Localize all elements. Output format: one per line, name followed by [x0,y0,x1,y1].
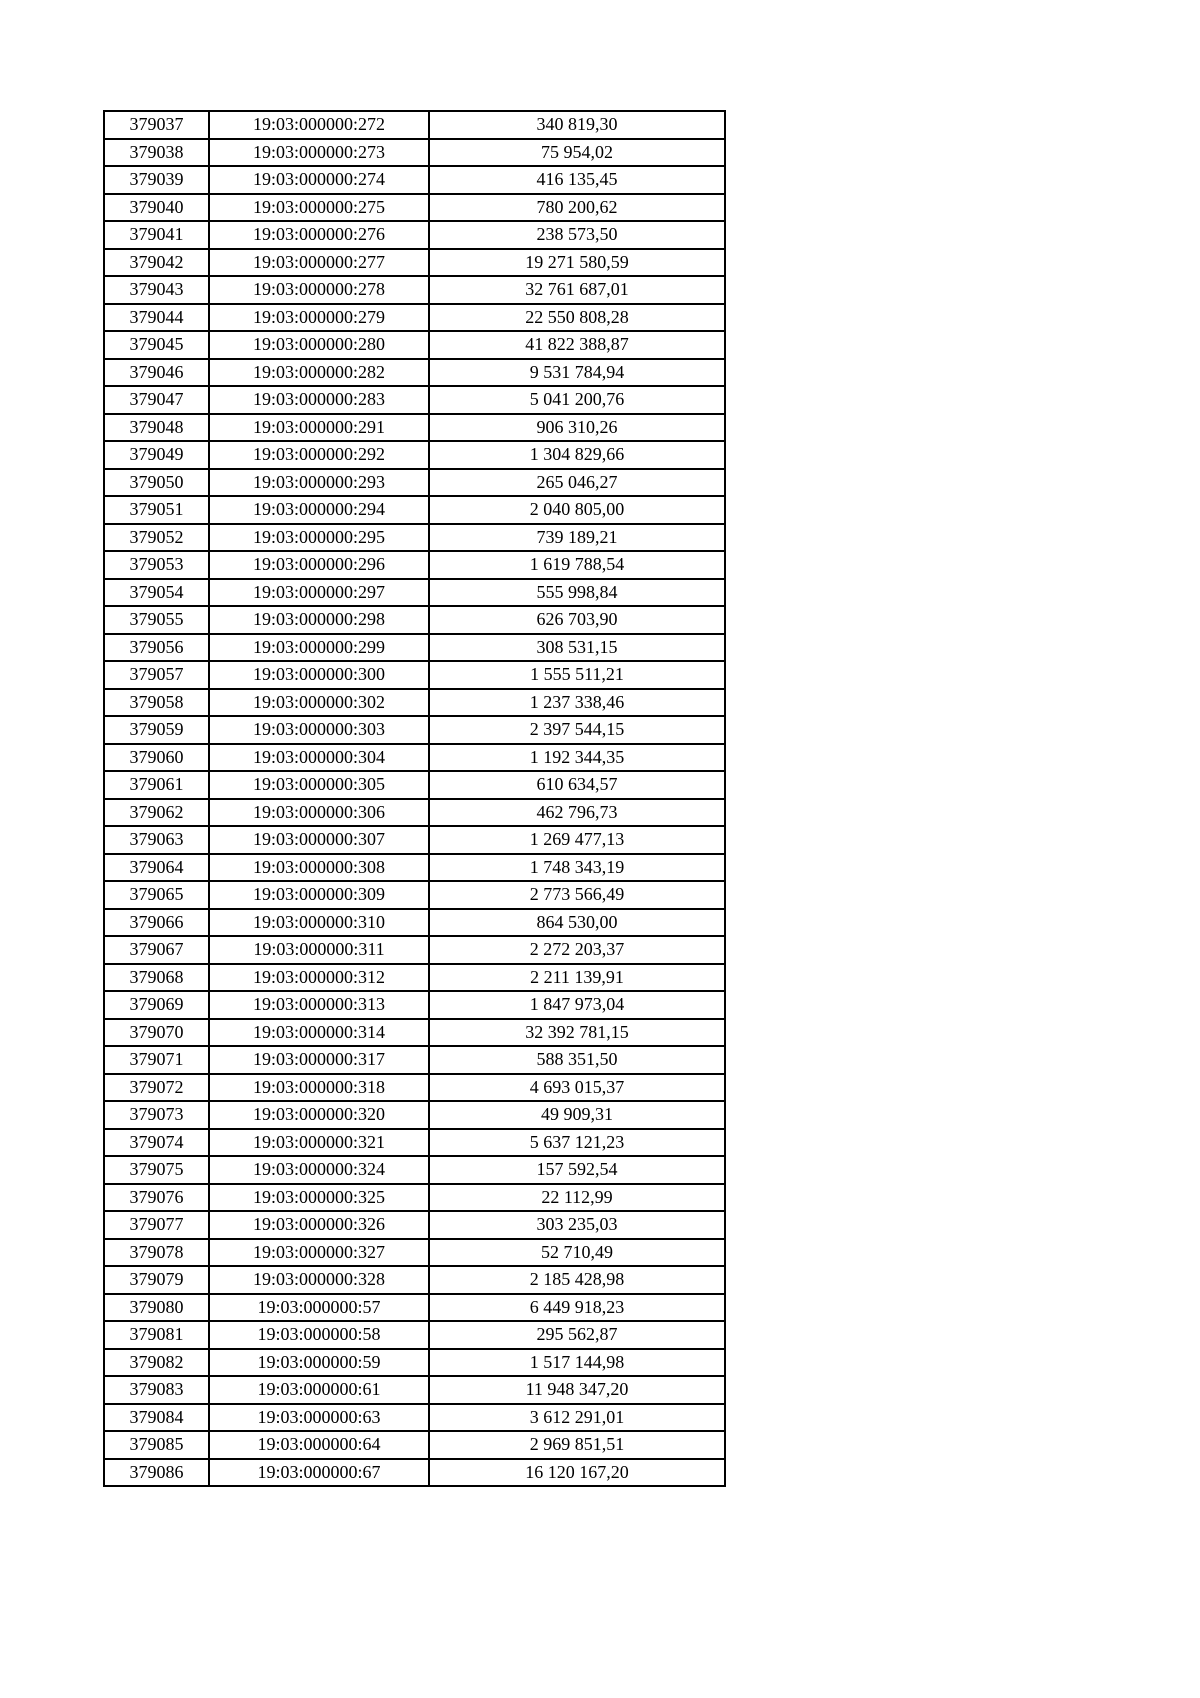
table-row [104,854,725,882]
cadastral-number-cell: 19:03:000000:320 [209,1101,429,1129]
cadastral-value-cell: 22 550 808,28 [429,304,725,332]
table-row [104,606,725,634]
row-number-cell: 379044 [104,304,209,332]
cadastral-number-cell: 19:03:000000:279 [209,304,429,332]
row-number-cell: 379053 [104,551,209,579]
table-row [104,689,725,717]
table-row [104,991,725,1019]
cadastral-number-cell: 19:03:000000:300 [209,661,429,689]
row-number-cell: 379077 [104,1211,209,1239]
row-number-cell: 379051 [104,496,209,524]
cadastral-value-cell: 416 135,45 [429,166,725,194]
cadastral-value-cell: 32 761 687,01 [429,276,725,304]
table-row [104,551,725,579]
cadastral-value-cell: 1 555 511,21 [429,661,725,689]
cadastral-number-cell: 19:03:000000:57 [209,1294,429,1322]
cadastral-value-cell: 49 909,31 [429,1101,725,1129]
cadastral-value-cell: 22 112,99 [429,1184,725,1212]
table-row [104,469,725,497]
cadastral-number-cell: 19:03:000000:303 [209,716,429,744]
cadastral-number-cell: 19:03:000000:275 [209,194,429,222]
cadastral-number-cell: 19:03:000000:59 [209,1349,429,1377]
cadastral-value-cell: 2 185 428,98 [429,1266,725,1294]
row-number-cell: 379064 [104,854,209,882]
table-row [104,1294,725,1322]
cadastral-number-cell: 19:03:000000:296 [209,551,429,579]
row-number-cell: 379072 [104,1074,209,1102]
row-number-cell: 379082 [104,1349,209,1377]
table-row [104,1211,725,1239]
cadastral-value-cell: 864 530,00 [429,909,725,937]
table-row [104,634,725,662]
cadastral-value-cell: 308 531,15 [429,634,725,662]
row-number-cell: 379057 [104,661,209,689]
row-number-cell: 379081 [104,1321,209,1349]
row-number-cell: 379039 [104,166,209,194]
table-body [104,111,725,1486]
cadastral-value-cell: 780 200,62 [429,194,725,222]
cadastral-number-cell: 19:03:000000:318 [209,1074,429,1102]
row-number-cell: 379078 [104,1239,209,1267]
cadastral-value-cell: 462 796,73 [429,799,725,827]
row-number-cell: 379076 [104,1184,209,1212]
cadastral-value-cell: 5 637 121,23 [429,1129,725,1157]
cadastral-value-cell: 2 397 544,15 [429,716,725,744]
table-row [104,881,725,909]
cadastral-value-cell: 19 271 580,59 [429,249,725,277]
cadastral-number-cell: 19:03:000000:280 [209,331,429,359]
row-number-cell: 379050 [104,469,209,497]
cadastral-number-cell: 19:03:000000:282 [209,359,429,387]
table-row [104,524,725,552]
cadastral-number-cell: 19:03:000000:306 [209,799,429,827]
cadastral-value-cell: 1 269 477,13 [429,826,725,854]
table-row [104,194,725,222]
cadastral-number-cell: 19:03:000000:309 [209,881,429,909]
table-row [104,716,725,744]
row-number-cell: 379061 [104,771,209,799]
row-number-cell: 379073 [104,1101,209,1129]
cadastral-number-cell: 19:03:000000:317 [209,1046,429,1074]
cadastral-value-cell: 739 189,21 [429,524,725,552]
table-row [104,1349,725,1377]
cadastral-value-cell: 157 592,54 [429,1156,725,1184]
row-number-cell: 379067 [104,936,209,964]
cadastral-number-cell: 19:03:000000:67 [209,1459,429,1487]
row-number-cell: 379084 [104,1404,209,1432]
cadastral-value-cell: 2 040 805,00 [429,496,725,524]
cadastral-number-cell: 19:03:000000:291 [209,414,429,442]
cadastral-number-cell: 19:03:000000:321 [209,1129,429,1157]
cadastral-value-cell: 626 703,90 [429,606,725,634]
row-number-cell: 379086 [104,1459,209,1487]
cadastral-value-cell: 16 120 167,20 [429,1459,725,1487]
cadastral-value-cell: 2 272 203,37 [429,936,725,964]
cadastral-value-cell: 1 748 343,19 [429,854,725,882]
table-row [104,496,725,524]
cadastral-number-cell: 19:03:000000:298 [209,606,429,634]
table-row [104,771,725,799]
row-number-cell: 379059 [104,716,209,744]
cadastral-number-cell: 19:03:000000:272 [209,111,429,139]
row-number-cell: 379038 [104,139,209,167]
cadastral-value-cell: 588 351,50 [429,1046,725,1074]
cadastral-value-cell: 303 235,03 [429,1211,725,1239]
cadastral-number-cell: 19:03:000000:273 [209,139,429,167]
row-number-cell: 379041 [104,221,209,249]
cadastral-number-cell: 19:03:000000:61 [209,1376,429,1404]
cadastral-number-cell: 19:03:000000:328 [209,1266,429,1294]
cadastral-number-cell: 19:03:000000:312 [209,964,429,992]
row-number-cell: 379060 [104,744,209,772]
cadastral-number-cell: 19:03:000000:311 [209,936,429,964]
cadastral-number-cell: 19:03:000000:327 [209,1239,429,1267]
table-row [104,936,725,964]
cadastral-number-cell: 19:03:000000:274 [209,166,429,194]
table-row [104,1156,725,1184]
cadastral-value-cell: 265 046,27 [429,469,725,497]
cadastral-number-cell: 19:03:000000:299 [209,634,429,662]
cadastral-number-cell: 19:03:000000:278 [209,276,429,304]
cadastral-number-cell: 19:03:000000:276 [209,221,429,249]
row-number-cell: 379042 [104,249,209,277]
cadastral-number-cell: 19:03:000000:310 [209,909,429,937]
cadastral-value-cell: 1 847 973,04 [429,991,725,1019]
cadastral-number-cell: 19:03:000000:295 [209,524,429,552]
table-row [104,826,725,854]
cadastral-number-cell: 19:03:000000:277 [209,249,429,277]
row-number-cell: 379071 [104,1046,209,1074]
row-number-cell: 379079 [104,1266,209,1294]
table-row [104,221,725,249]
cadastral-number-cell: 19:03:000000:307 [209,826,429,854]
table-row [104,441,725,469]
row-number-cell: 379058 [104,689,209,717]
cadastral-number-cell: 19:03:000000:304 [209,744,429,772]
table-row [104,661,725,689]
cadastral-value-cell: 1 237 338,46 [429,689,725,717]
cadastral-value-cell: 2 969 851,51 [429,1431,725,1459]
row-number-cell: 379054 [104,579,209,607]
table-row [104,964,725,992]
cadastral-number-cell: 19:03:000000:325 [209,1184,429,1212]
cadastral-value-cell: 2 211 139,91 [429,964,725,992]
table-row [104,1101,725,1129]
cadastral-number-cell: 19:03:000000:302 [209,689,429,717]
row-number-cell: 379085 [104,1431,209,1459]
cadastral-value-cell: 5 041 200,76 [429,386,725,414]
row-number-cell: 379075 [104,1156,209,1184]
row-number-cell: 379037 [104,111,209,139]
cadastral-value-cell: 4 693 015,37 [429,1074,725,1102]
table-row [104,139,725,167]
cadastral-value-cell: 1 304 829,66 [429,441,725,469]
cadastral-value-cell: 1 192 344,35 [429,744,725,772]
cadastral-number-cell: 19:03:000000:292 [209,441,429,469]
cadastral-value-cell: 6 449 918,23 [429,1294,725,1322]
cadastral-number-cell: 19:03:000000:64 [209,1431,429,1459]
row-number-cell: 379065 [104,881,209,909]
row-number-cell: 379066 [104,909,209,937]
cadastral-number-cell: 19:03:000000:308 [209,854,429,882]
cadastral-value-cell: 2 773 566,49 [429,881,725,909]
cadastral-number-cell: 19:03:000000:326 [209,1211,429,1239]
table-row [104,1321,725,1349]
row-number-cell: 379070 [104,1019,209,1047]
cadastral-number-cell: 19:03:000000:324 [209,1156,429,1184]
table-row [104,414,725,442]
row-number-cell: 379045 [104,331,209,359]
cadastral-value-cell: 11 948 347,20 [429,1376,725,1404]
table-row [104,744,725,772]
row-number-cell: 379049 [104,441,209,469]
table-row [104,1404,725,1432]
row-number-cell: 379043 [104,276,209,304]
row-number-cell: 379055 [104,606,209,634]
table-row [104,1239,725,1267]
row-number-cell: 379046 [104,359,209,387]
cadastral-value-cell: 1 619 788,54 [429,551,725,579]
table-row [104,1266,725,1294]
row-number-cell: 379069 [104,991,209,1019]
row-number-cell: 379052 [104,524,209,552]
table-row [104,1376,725,1404]
row-number-cell: 379040 [104,194,209,222]
table-row [104,304,725,332]
cadastral-number-cell: 19:03:000000:293 [209,469,429,497]
cadastral-number-cell: 19:03:000000:58 [209,1321,429,1349]
cadastral-number-cell: 19:03:000000:314 [209,1019,429,1047]
cadastral-value-cell: 9 531 784,94 [429,359,725,387]
row-number-cell: 379083 [104,1376,209,1404]
table-row [104,579,725,607]
row-number-cell: 379048 [104,414,209,442]
cadastral-value-table [103,110,726,1487]
cadastral-number-cell: 19:03:000000:294 [209,496,429,524]
cadastral-value-cell: 238 573,50 [429,221,725,249]
cadastral-value-cell: 41 822 388,87 [429,331,725,359]
row-number-cell: 379068 [104,964,209,992]
table-row [104,1184,725,1212]
cadastral-number-cell: 19:03:000000:283 [209,386,429,414]
table-row [104,276,725,304]
row-number-cell: 379080 [104,1294,209,1322]
cadastral-value-cell: 340 819,30 [429,111,725,139]
table-row [104,1046,725,1074]
cadastral-value-cell: 3 612 291,01 [429,1404,725,1432]
row-number-cell: 379074 [104,1129,209,1157]
table-row [104,249,725,277]
cadastral-value-cell: 1 517 144,98 [429,1349,725,1377]
cadastral-number-cell: 19:03:000000:63 [209,1404,429,1432]
cadastral-number-cell: 19:03:000000:313 [209,991,429,1019]
cadastral-value-cell: 906 310,26 [429,414,725,442]
cadastral-value-cell: 32 392 781,15 [429,1019,725,1047]
table-row [104,386,725,414]
table-row [104,331,725,359]
table-row [104,1019,725,1047]
row-number-cell: 379047 [104,386,209,414]
row-number-cell: 379063 [104,826,209,854]
table-row [104,799,725,827]
cadastral-number-cell: 19:03:000000:305 [209,771,429,799]
cadastral-value-cell: 555 998,84 [429,579,725,607]
cadastral-value-cell: 52 710,49 [429,1239,725,1267]
table-row [104,1074,725,1102]
row-number-cell: 379062 [104,799,209,827]
table-row [104,1129,725,1157]
table-row [104,359,725,387]
table-row [104,111,725,139]
table-row [104,1431,725,1459]
cadastral-value-cell: 75 954,02 [429,139,725,167]
table-row [104,166,725,194]
cadastral-number-cell: 19:03:000000:297 [209,579,429,607]
cadastral-value-cell: 295 562,87 [429,1321,725,1349]
table-row [104,1459,725,1487]
row-number-cell: 379056 [104,634,209,662]
cadastral-value-cell: 610 634,57 [429,771,725,799]
table-row [104,909,725,937]
